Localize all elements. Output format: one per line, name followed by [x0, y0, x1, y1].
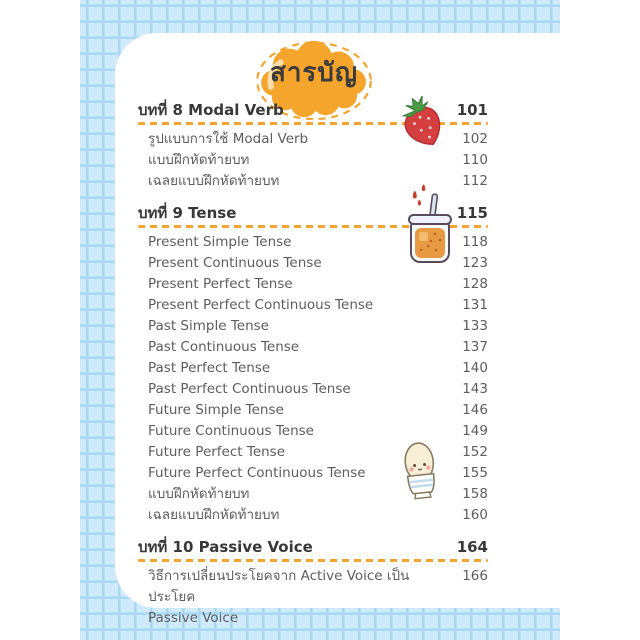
toc-entry-label: Present Simple Tense: [148, 234, 292, 250]
toc-page-number: 128: [462, 276, 488, 292]
toc-page-number: 160: [462, 507, 488, 523]
toc-page-number: 146: [462, 402, 488, 418]
chapter-dashed-divider: [138, 559, 488, 562]
toc-page-number: 133: [462, 318, 488, 334]
toc-page-number: 164: [456, 538, 488, 556]
toc-entry-label: Present Perfect Continuous Tense: [148, 297, 374, 313]
toc-item-row: [138, 337, 488, 358]
toc-entry-label: Present Perfect Tense: [148, 276, 293, 292]
drink-icon: [404, 184, 456, 264]
toc-entry-label: บทที่ 9 Tense: [138, 204, 237, 222]
toc-page-number: 149: [462, 423, 488, 439]
toc-entry-label: วิธีการเปลี่ยนประโยคจาก Active Voice เป็นประโยค Passive Voice: [138, 566, 450, 629]
toc-entry-label: เฉลยแบบฝึกหัดท้ายบท: [148, 173, 280, 189]
toc-item-row: [138, 505, 488, 526]
toc-entry-label: บทที่ 10 Passive Voice: [138, 538, 313, 556]
toc-entry-label: Past Continuous Tense: [148, 339, 300, 355]
toc-page-number: 123: [462, 255, 488, 271]
toc-page-number: 152: [462, 444, 488, 460]
toc-title: สารบัญ: [269, 58, 359, 88]
toc-item-row: [138, 566, 488, 629]
toc-entry-label: Present Continuous Tense: [148, 255, 322, 271]
content-panel: [115, 33, 560, 626]
toc-page-number: 101: [456, 101, 488, 119]
toc-page-number: 166: [462, 568, 488, 584]
toc-item-row: [138, 379, 488, 400]
toc-entry-label: Future Continuous Tense: [148, 423, 314, 439]
toc-entry-label: Past Perfect Tense: [148, 360, 271, 376]
toc-page-number: 131: [462, 297, 488, 313]
toc-page-number: 158: [462, 486, 488, 502]
toc-item-row: [138, 295, 488, 316]
toc-page-number: 143: [462, 381, 488, 397]
strawberry-icon: [397, 96, 447, 150]
toc-entry-label: Past Perfect Continuous Tense: [148, 381, 351, 397]
toc-list: [138, 99, 488, 629]
toc-entry-label: Future Perfect Tense: [148, 444, 286, 460]
toc-page-number: 155: [462, 465, 488, 481]
toc-chapter-row: [138, 536, 488, 558]
toc-item-row: [138, 400, 488, 421]
toc-page-number: 118: [462, 234, 488, 250]
toc-page-number: 102: [462, 131, 488, 147]
toc-page-number: 115: [456, 204, 488, 222]
toc-item-row: [138, 358, 488, 379]
toc-page-number: 112: [462, 173, 488, 189]
toc-entry-label: แบบฝึกหัดท้ายบท: [148, 152, 250, 168]
toc-entry-label: เฉลยแบบฝึกหัดท้ายบท: [148, 507, 280, 523]
toc-page-number: 140: [462, 360, 488, 376]
toc-entry-label: Past Simple Tense: [148, 318, 269, 334]
toc-page-number: 137: [462, 339, 488, 355]
toc-entry-label: Future Perfect Continuous Tense: [148, 465, 366, 481]
toc-page-number: 110: [462, 152, 488, 168]
toc-entry-label: รูปแบบการใช้ Modal Verb: [148, 131, 309, 147]
toc-entry-label-wrap: Passive Voice: [148, 610, 239, 626]
toc-item-row: [138, 150, 488, 171]
toc-item-row: [138, 316, 488, 337]
toc-entry-label: แบบฝึกหัดท้ายบท: [148, 486, 250, 502]
egg-icon: [398, 437, 442, 501]
toc-entry-label: บทที่ 8 Modal Verb: [138, 101, 284, 119]
toc-entry-label: Future Simple Tense: [148, 402, 284, 418]
toc-item-row: [138, 274, 488, 295]
